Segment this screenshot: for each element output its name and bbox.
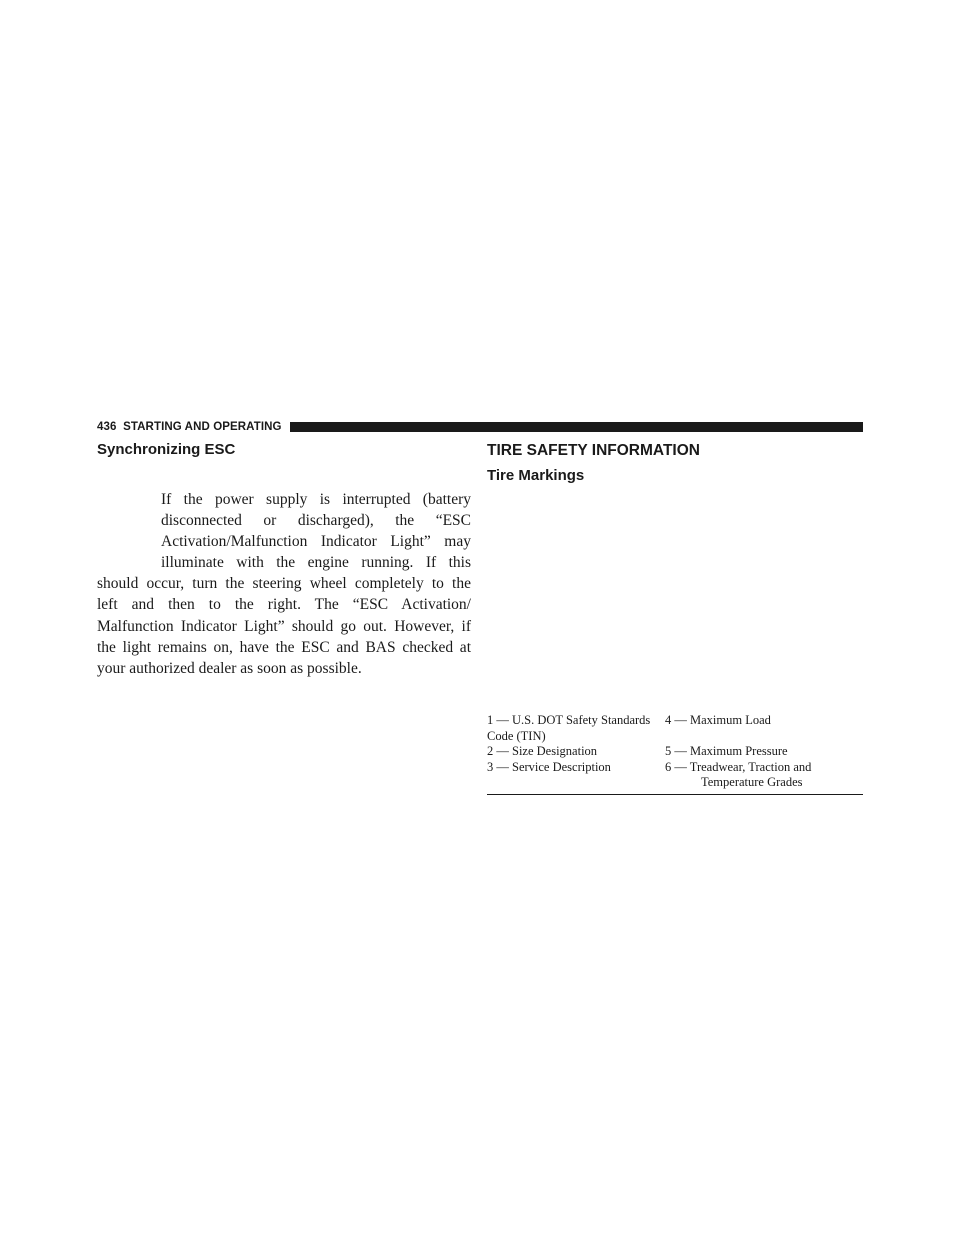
- tire-markings-legend: [487, 713, 863, 795]
- legend-item-4: 4 — Maximum Load: [665, 713, 771, 727]
- legend-item-6: 6 — Treadwear, Traction and Temperature Grades: [665, 759, 812, 789]
- paragraph-line: Activation/Malfunction Indicator Light” may: [161, 533, 471, 551]
- tire-safety-heading: TIRE SAFETY INFORMATION: [487, 442, 700, 459]
- tire-markings-heading: Tire Markings: [487, 467, 585, 484]
- running-header: [97, 419, 863, 435]
- paragraph-line: Malfunction Indicator Light” should go out. However, if: [97, 617, 471, 635]
- paragraph-line: If the power supply is interrupted (battery: [161, 491, 471, 508]
- legend-item-5: 5 — Maximum Pressure: [665, 744, 788, 758]
- header-rule: [290, 422, 863, 432]
- synchronizing-esc-paragraph: [97, 489, 471, 679]
- legend-row: [487, 760, 863, 791]
- tire-markings-figure: [487, 492, 863, 708]
- legend-row: [487, 744, 863, 760]
- paragraph-line: disconnected or discharged), the “ESC: [161, 512, 471, 530]
- paragraph-line: the light remains on, have the ESC and BAS checked at: [97, 638, 471, 656]
- paragraph-line: your authorized dealer as soon as possible.: [97, 659, 362, 677]
- paragraph-full-block: [97, 573, 471, 678]
- header-label: [97, 421, 290, 433]
- paragraph-indented-block: [97, 489, 471, 573]
- legend-item-3: 3 — Service Description: [487, 759, 611, 774]
- synchronizing-esc-heading: Synchronizing ESC: [97, 441, 236, 458]
- legend-item-1: 1 — U.S. DOT Safety Standards Code (TIN): [487, 713, 651, 743]
- legend-row: [487, 713, 863, 744]
- paragraph-line: should occur, turn the steering wheel completely to the: [97, 575, 471, 593]
- paragraph-line: left and then to the right. The “ESC Activation/: [97, 596, 471, 614]
- section-title: STARTING AND OPERATING: [123, 421, 282, 433]
- legend-item-2: 2 — Size Designation: [487, 744, 598, 758]
- paragraph-line: illuminate with the engine running. If this: [161, 554, 471, 572]
- page-number: 436: [97, 421, 117, 433]
